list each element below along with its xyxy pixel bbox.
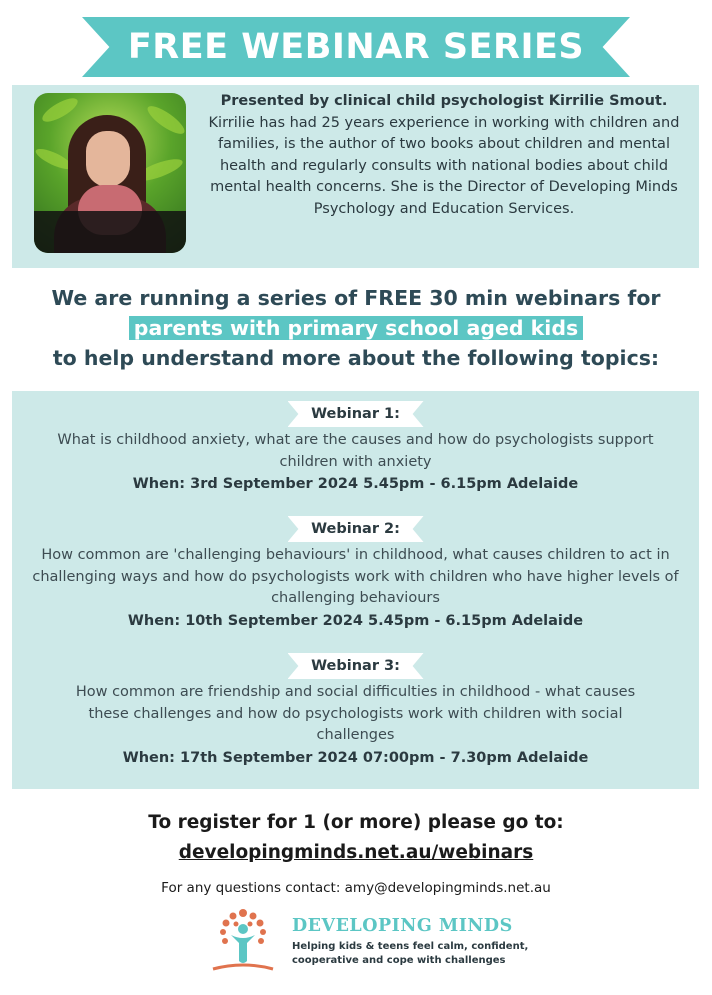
webinar-label: Webinar 1: bbox=[311, 406, 400, 422]
logo-name: DEVELOPING MINDS bbox=[292, 916, 513, 936]
logo-tagline: Helping kids & teens feel calm, confident, cooperative and cope with challenges bbox=[292, 941, 529, 966]
webinar-when: When: 17th September 2024 07:00pm - 7.30pm Adelaide bbox=[122, 749, 589, 766]
intro-highlight: parents with primary school aged kids bbox=[129, 316, 583, 340]
contact-text: For any questions contact: amy@developingminds.net.au bbox=[161, 880, 551, 896]
webinar-description: How common are 'challenging behaviours' in childhood, what causes children to act in challenging ways and how do psychologists work with children who have higher levels of challenging behaviours bbox=[32, 547, 679, 606]
presenter-section bbox=[12, 85, 699, 268]
register-section bbox=[0, 808, 712, 868]
intro-line-3: to help understand more about the following topics: bbox=[52, 346, 660, 370]
webinar-when: When: 10th September 2024 5.45pm - 6.15pm Adelaide bbox=[127, 612, 584, 629]
intro-line-1: We are running a series of FREE 30 min webinars for bbox=[51, 286, 661, 310]
page-title: FREE WEBINAR SERIES bbox=[127, 27, 585, 67]
presenter-bio bbox=[200, 91, 688, 220]
webinar-item-2 bbox=[12, 516, 699, 632]
webinar-label: Webinar 3: bbox=[311, 658, 400, 674]
webinar-tag bbox=[288, 401, 424, 427]
presenter-description: Kirrilie has had 25 years experience in working with children and families, is the author of two books about children and mental health and regularly consults with national bodies about child mental health concerns. She is the Director of Developing Minds Psychology and Education Services. bbox=[208, 114, 680, 217]
intro-heading bbox=[20, 283, 692, 373]
webinar-item-3 bbox=[12, 653, 699, 769]
webinar-description: How common are friendship and social difficulties in childhood - what causes these challenges and how do psychologists work with children with social challenges bbox=[75, 684, 636, 743]
developing-minds-logo-icon bbox=[207, 905, 279, 977]
webinar-tag bbox=[288, 653, 424, 679]
webinar-label: Webinar 2: bbox=[311, 521, 400, 537]
title-banner bbox=[82, 17, 630, 77]
webinars-section bbox=[12, 391, 699, 789]
register-link[interactable]: developingminds.net.au/webinars bbox=[178, 842, 534, 863]
webinar-when: When: 3rd September 2024 5.45pm - 6.15pm Adelaide bbox=[132, 476, 579, 492]
webinar-description: What is childhood anxiety, what are the causes and how do psychologists support children with anxiety bbox=[57, 432, 654, 470]
presenter-photo bbox=[34, 93, 186, 253]
presenter-lead: Presented by clinical child psychologist Kirrilie Smout. bbox=[220, 93, 668, 109]
webinar-tag bbox=[288, 516, 424, 542]
register-text: To register for 1 (or more) please go to: bbox=[148, 812, 564, 833]
webinar-item-1 bbox=[12, 401, 699, 495]
